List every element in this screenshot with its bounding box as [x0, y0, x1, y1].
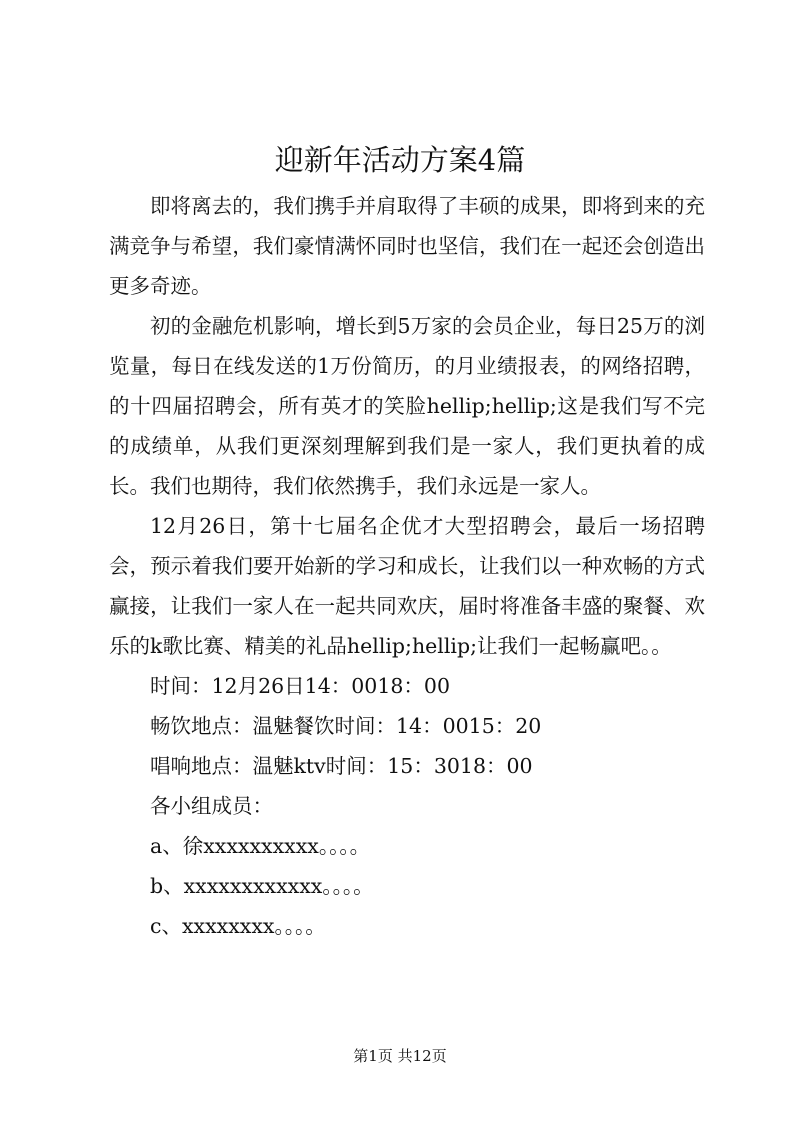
group-member-c: c、xxxxxxxx。。。。 — [150, 914, 326, 938]
group-member-b: b、xxxxxxxxxxxx。。。。 — [150, 874, 374, 898]
page-footer: 第1页 共12页 — [353, 1047, 447, 1065]
paragraph-intro: 即将离去的，我们携手并肩取得了丰硕的成果，即将到来的充满竞争与希望，我们豪情满怀同时也坚信，我们在一起还会创造出更多奇迹。 — [109, 194, 705, 298]
schedule-dinner: 畅饮地点：温魅餐饮时间：14：0015：20 — [150, 714, 542, 738]
document-title: 迎新年活动方案4篇 — [274, 143, 526, 177]
paragraph-event: 12月26日，第十七届名企优才大型招聘会，最后一场招聘会，预示着我们要开始新的学习和成长，让我们以一种欢畅的方式赢接，让我们一家人在一起共同欢庆，届时将准备丰盛的聚餐、欢乐的k歌比赛、精美的礼品hellip;hellip;让我们一起畅赢吧。。 — [109, 514, 705, 658]
schedule-ktv: 唱响地点：温魅ktv时间：15：3018：00 — [150, 754, 533, 778]
paragraph-achievements: 初的金融危机影响，增长到5万家的会员企业，每日25万的浏览量，每日在线发送的1万份简历，的月业绩报表，的网络招聘，的十四届招聘会，所有英才的笑脸hellip;hellip;这是我们写不完的成绩单，从我们更深刻理解到我们是一家人，我们更执着的成长。我们也期待，我们依然携手，我们永远是一家人。 — [109, 314, 705, 498]
schedule-time: 时间：12月26日14：0018：00 — [150, 674, 451, 698]
group-member-a: a、徐xxxxxxxxxx。。。。 — [150, 834, 371, 858]
document-body — [109, 186, 705, 946]
group-members-heading: 各小组成员： — [150, 794, 273, 818]
